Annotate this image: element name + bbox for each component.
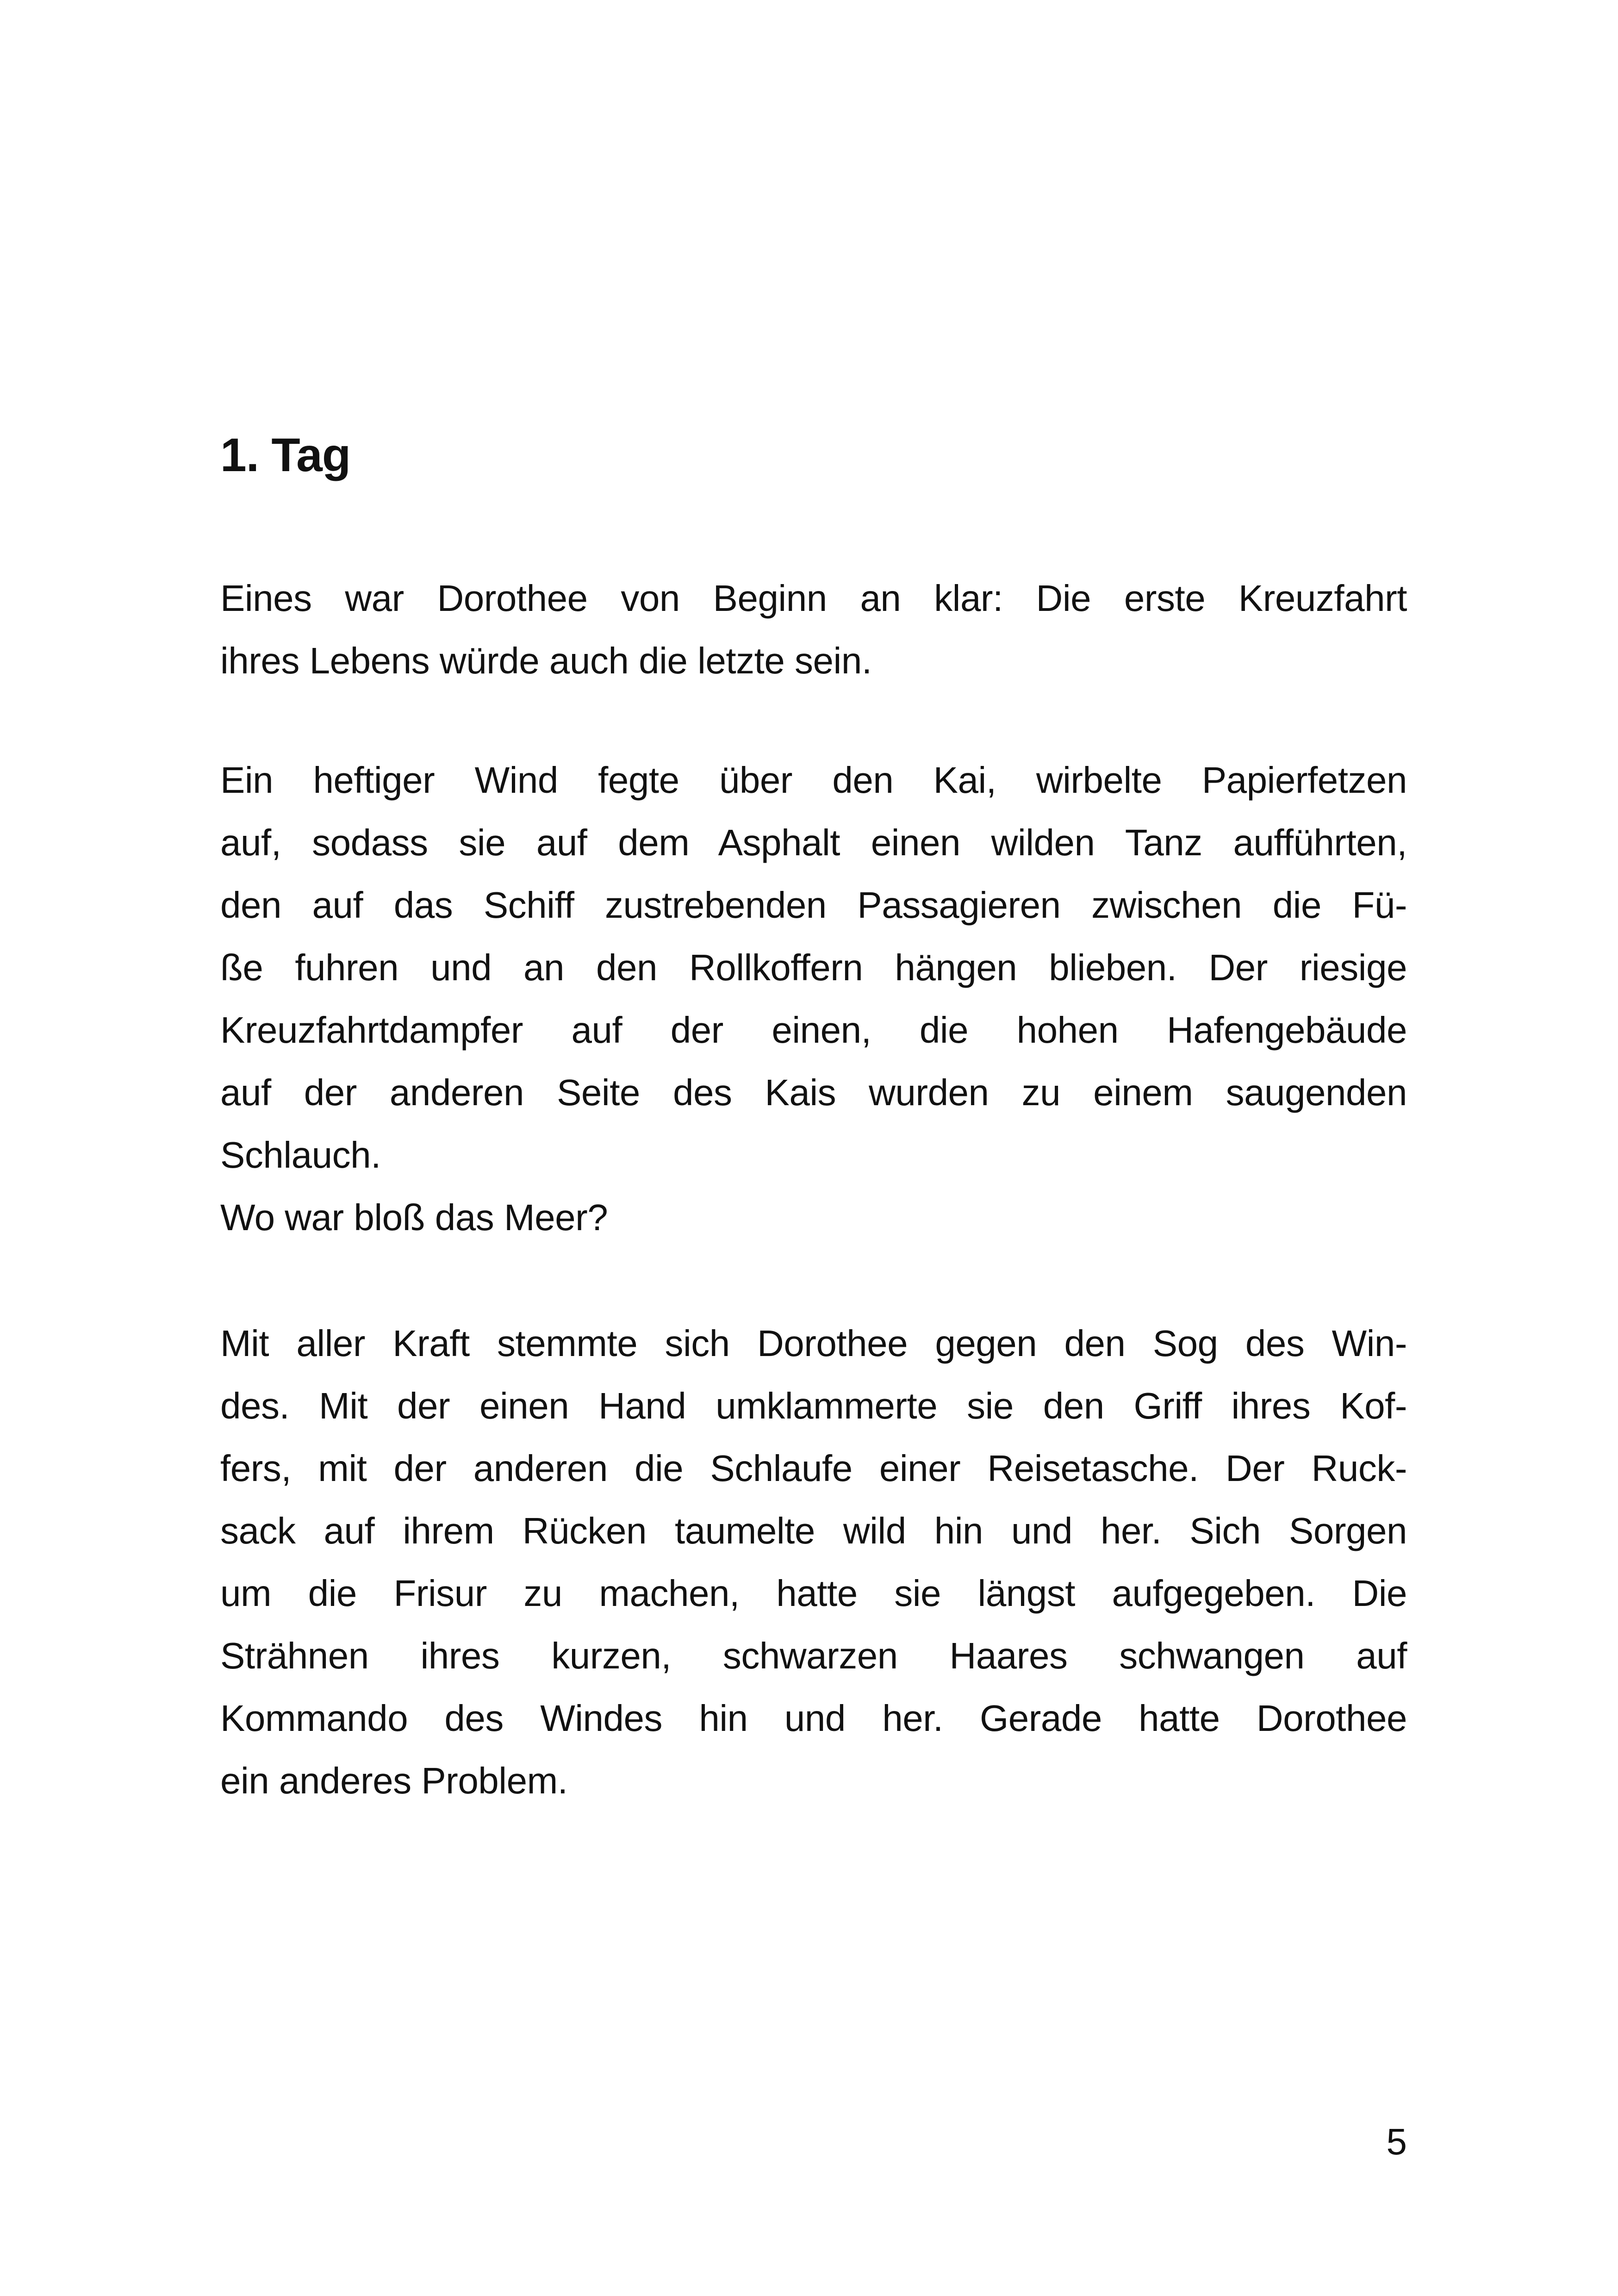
text-line: Eines war Dorothee von Beginn an klar: Die erste Kreuzfahrt xyxy=(220,578,1407,619)
text-line: fers, mit der anderen die Schlaufe einer Reisetasche. Der Ruck- xyxy=(220,1448,1407,1489)
text-line: Mit aller Kraft stemmte sich Dorothee gegen den Sog des Win- xyxy=(220,1323,1407,1364)
text-line: ße fuhren und an den Rollkoffern hängen blieben. Der riesige xyxy=(220,947,1407,988)
text-line: Schlauch. xyxy=(220,1134,381,1176)
paragraph-2 xyxy=(220,749,1407,1249)
text-line: auf, sodass sie auf dem Asphalt einen wilden Tanz aufführten, xyxy=(220,822,1407,863)
text-line: den auf das Schiff zustrebenden Passagieren zwischen die Fü- xyxy=(220,884,1407,926)
paragraph-3 xyxy=(220,1312,1407,1812)
text-line: auf der anderen Seite des Kais wurden zu einem saugenden xyxy=(220,1072,1407,1113)
text-line: des. Mit der einen Hand umklammerte sie den Griff ihres Kof- xyxy=(220,1385,1407,1426)
text-line: ihres Lebens würde auch die letzte sein. xyxy=(220,640,872,681)
text-line: ein anderes Problem. xyxy=(220,1760,568,1801)
text-line: Wo war bloß das Meer? xyxy=(220,1197,608,1238)
chapter-heading: 1. Tag xyxy=(220,429,351,481)
text-line: sack auf ihrem Rücken taumelte wild hin und her. Sich Sorgen xyxy=(220,1510,1407,1551)
text-line: Strähnen ihres kurzen, schwarzen Haares schwangen auf xyxy=(220,1635,1407,1676)
text-line: Kreuzfahrtdampfer auf der einen, die hohen Hafengebäude xyxy=(220,1009,1407,1051)
text-line: Kommando des Windes hin und her. Gerade hatte Dorothee xyxy=(220,1698,1407,1739)
paragraph-1 xyxy=(220,567,1407,692)
text-line: Ein heftiger Wind fegte über den Kai, wirbelte Papierfetzen xyxy=(220,759,1407,801)
page-number: 5 xyxy=(1386,2121,1407,2162)
text-line: um die Frisur zu machen, hatte sie längst aufgegeben. Die xyxy=(220,1573,1407,1614)
